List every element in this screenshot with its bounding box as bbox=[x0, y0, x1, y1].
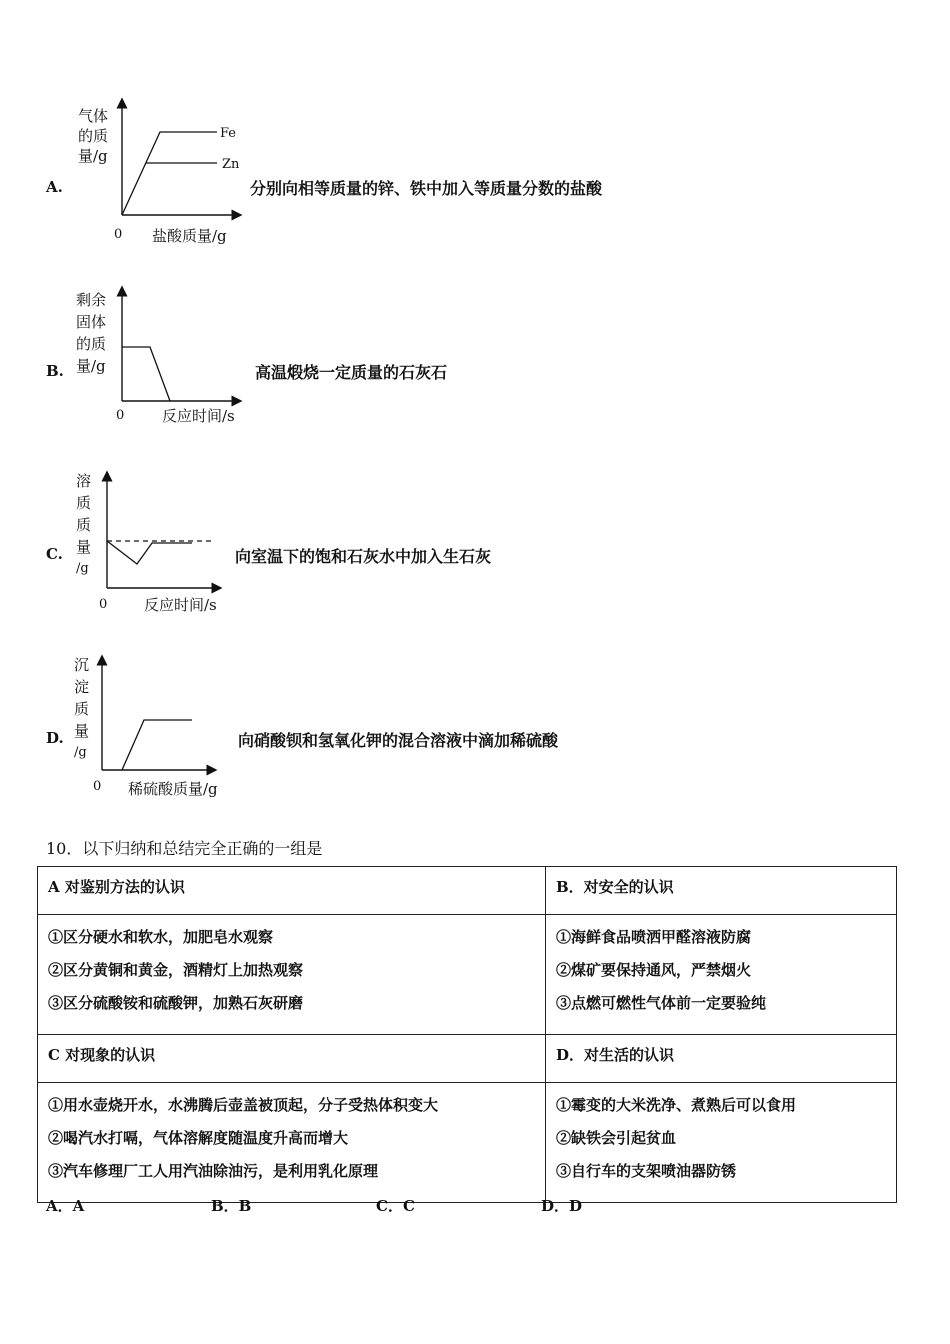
graph-c bbox=[72, 468, 272, 618]
y-label-line: 沉 bbox=[74, 656, 90, 674]
x-axis-label: 反应时间/s bbox=[162, 407, 235, 425]
y-label-line: 固体 bbox=[76, 313, 107, 331]
list-item: ③区分硫酸铵和硫酸钾，加熟石灰研磨 bbox=[48, 994, 304, 1012]
y-label-line: 溶 bbox=[76, 472, 92, 490]
option-c-description: 向室温下的饱和石灰水中加入生石灰 bbox=[235, 547, 492, 566]
y-label-line: 剩余 bbox=[76, 291, 107, 309]
list-item: ②区分黄铜和黄金，酒精灯上加热观察 bbox=[48, 961, 304, 979]
y-label-line: 量 bbox=[74, 722, 90, 740]
y-label-line: 量/g bbox=[78, 147, 108, 165]
list-item: ③汽车修理厂工人用汽油除油污，是利用乳化原理 bbox=[48, 1162, 379, 1180]
precipitate-line bbox=[122, 720, 192, 770]
list-item: ③点燃可燃性气体前一定要验纯 bbox=[556, 994, 767, 1012]
list-item: ①区分硬水和软水，加肥皂水观察 bbox=[48, 928, 274, 946]
y-label-line: 淀 bbox=[74, 678, 90, 696]
y-unit: /g bbox=[74, 745, 87, 760]
option-b-letter[interactable]: B. bbox=[46, 362, 64, 380]
cell-c-body bbox=[38, 1083, 546, 1203]
list-item: ②喝汽水打嗝，气体溶解度随温度升高而增大 bbox=[48, 1129, 349, 1147]
option-d-description: 向硝酸钡和氢氧化钾的混合溶液中滴加稀硫酸 bbox=[238, 731, 559, 750]
series-zn-label: Zn bbox=[222, 157, 240, 172]
knowledge-table bbox=[37, 866, 897, 1203]
x-axis-label: 稀硫酸质量/g bbox=[128, 780, 218, 798]
list-item: ②缺铁会引起贫血 bbox=[556, 1129, 677, 1147]
cell-c-header: C 对现象的认识 bbox=[38, 1035, 546, 1083]
origin-label: 0 bbox=[116, 408, 125, 423]
remaining-solid-line bbox=[122, 347, 170, 401]
cell-d-body bbox=[546, 1083, 897, 1203]
x-axis-label: 反应时间/s bbox=[144, 596, 217, 614]
list-item: ①用水壶烧开水，水沸腾后壶盖被顶起，分子受热体积变大 bbox=[48, 1096, 439, 1114]
x-axis-label: 盐酸质量/g bbox=[152, 227, 227, 245]
graph-b bbox=[72, 283, 272, 433]
option-a-description: 分别向相等质量的锌、铁中加入等质量分数的盐酸 bbox=[250, 179, 603, 198]
origin-label: 0 bbox=[114, 227, 123, 242]
y-label-line: 质 bbox=[76, 494, 92, 512]
answer-choice-a[interactable]: A．A bbox=[46, 1197, 85, 1215]
graph-d bbox=[72, 652, 272, 802]
option-b-description: 高温煅烧一定质量的石灰石 bbox=[255, 363, 448, 382]
option-a-letter[interactable]: A. bbox=[46, 178, 63, 196]
origin-label: 0 bbox=[93, 779, 102, 794]
list-item: ①霉变的大米洗净、煮熟后可以食用 bbox=[556, 1096, 797, 1114]
cell-b-header: B．对安全的认识 bbox=[546, 867, 897, 915]
cell-a-header: A 对鉴别方法的认识 bbox=[38, 867, 546, 915]
y-label-line: 质 bbox=[76, 516, 92, 534]
cell-a-body bbox=[38, 915, 546, 1035]
question-10-stem: 10．以下归纳和总结完全正确的一组是 bbox=[46, 839, 323, 858]
list-item: ①海鲜食品喷洒甲醛溶液防腐 bbox=[556, 928, 752, 946]
y-label-line: 量/g bbox=[76, 357, 106, 375]
y-label-line: 量 bbox=[76, 538, 92, 556]
y-label-line: 的质 bbox=[76, 335, 107, 353]
origin-label: 0 bbox=[99, 597, 108, 612]
graph-a bbox=[72, 95, 272, 255]
list-item: ②煤矿要保持通风，严禁烟火 bbox=[556, 961, 752, 979]
y-label-line: 气体 bbox=[78, 107, 109, 125]
cell-d-header: D．对生活的认识 bbox=[546, 1035, 897, 1083]
answer-choice-d[interactable]: D．D bbox=[541, 1197, 583, 1215]
option-c-letter[interactable]: C. bbox=[46, 545, 63, 563]
answer-choice-c[interactable]: C．C bbox=[376, 1197, 415, 1215]
y-unit: /g bbox=[76, 561, 89, 576]
option-d-letter[interactable]: D. bbox=[46, 729, 64, 747]
series-fe-line bbox=[122, 132, 217, 215]
y-label-line: 的质 bbox=[78, 127, 109, 145]
cell-b-body bbox=[546, 915, 897, 1035]
series-fe-label: Fe bbox=[220, 126, 237, 141]
y-label-line: 质 bbox=[74, 700, 90, 718]
answer-choice-b[interactable]: B．B bbox=[211, 1197, 252, 1215]
solute-mass-line bbox=[107, 541, 192, 564]
list-item: ③自行车的支架喷油器防锈 bbox=[556, 1162, 737, 1180]
